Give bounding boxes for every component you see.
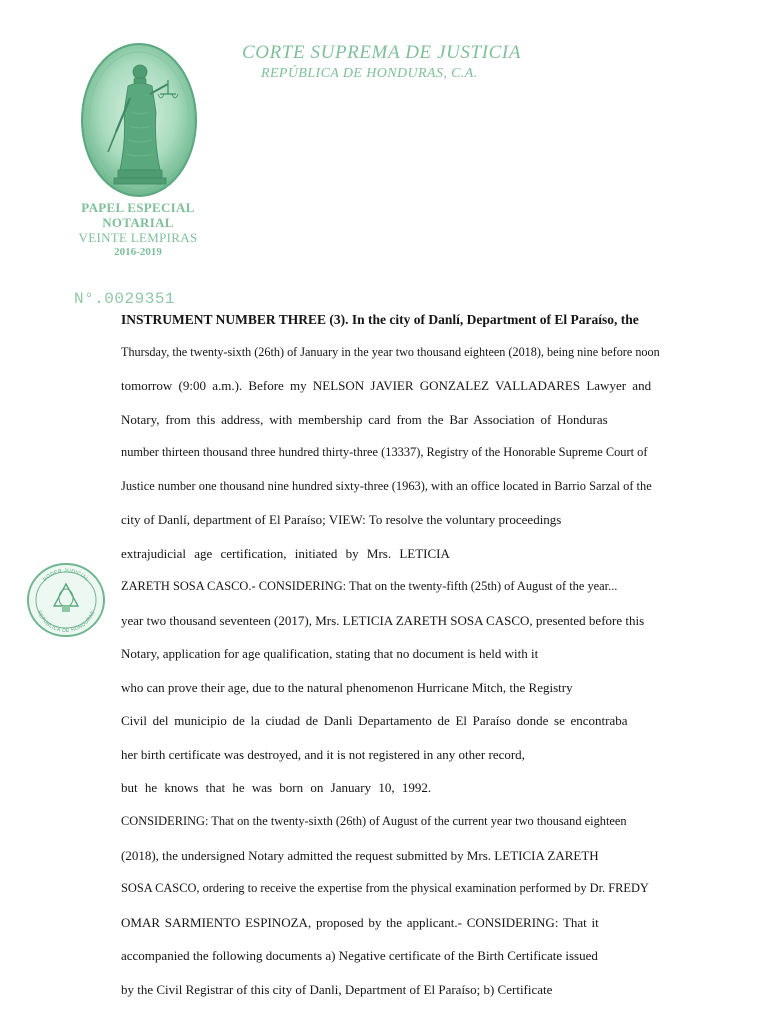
body-line-15: but he knows that he was born on January 10, 1992. — [121, 780, 432, 795]
body-line-7: city of Danlí, department of El Paraíso; VIEW: To resolve the voluntary proceedings — [121, 512, 562, 527]
body-line-12: who can prove their age, due to the natural phenomenon Hurricane Mitch, the Registry — [121, 680, 573, 695]
body-line-8: extrajudicial age certification, initiated by Mrs. LETICIA — [121, 546, 450, 561]
body-line-19: OMAR SARMIENTO ESPINOZA, proposed by the applicant.- CONSIDERING: That it — [121, 915, 599, 930]
body-line-21: by the Civil Registrar of this city of Danli, Department of El Paraíso; b) Certificate — [121, 982, 553, 997]
body-line-2: Thursday, the twenty-sixth (26th) of January in the year two thousand eighteen (2018), being nine before noon — [121, 345, 660, 359]
body-line-6: Justice number one thousand nine hundred sixty-three (1963), with an office located in Barrio Sarzal of the — [121, 479, 652, 493]
body-line-4: Notary, from this address, with membership card from the Bar Association of Honduras — [121, 412, 608, 427]
round-stamp-bottom-text: REPÚBLICA DE HONDURAS — [35, 609, 97, 635]
body-line-14: her birth certificate was destroyed, and it is not registered in any other record, — [121, 747, 525, 762]
stamp-line-2: NOTARIAL — [102, 215, 174, 230]
body-line-11: Notary, application for age qualification, stating that no document is held with it — [121, 646, 539, 661]
body-line-13: Civil del municipio de la ciudad de Danli Departamento de El Paraíso donde se encontraba — [121, 713, 628, 728]
body-line-10: year two thousand seventeen (2017), Mrs. LETICIA ZARETH SOSA CASCO, presented before this — [121, 613, 645, 628]
body-line-9: ZARETH SOSA CASCO.- CONSIDERING: That on the twenty-fifth (25th) of August of the year... — [121, 579, 618, 593]
paper-stamp-text — [62, 200, 214, 260]
header-country-name: REPÚBLICA DE HONDURAS, C.A. — [261, 66, 478, 81]
stamp-line-3: VEINTE LEMPIRAS — [78, 230, 198, 245]
round-stamp-top-text: PODER JUDICIAL — [42, 567, 90, 583]
stamp-line-1: PAPEL ESPECIAL — [81, 200, 195, 215]
header-court-name: CORTE SUPREMA DE JUSTICIA — [242, 42, 522, 63]
stamp-line-4: 2016-2019 — [114, 246, 162, 258]
body-line-20: accompanied the following documents a) Negative certificate of the Birth Certificate issued — [121, 948, 598, 963]
body-line-1: INSTRUMENT NUMBER THREE (3). In the city of Danlí, Department of El Paraíso, the — [121, 312, 639, 327]
lady-justice-seal-icon — [80, 42, 198, 198]
body-line-3: tomorrow (9:00 a.m.). Before my NELSON JAVIER GONZALEZ VALLADARES Lawyer and — [121, 378, 652, 393]
body-line-17: (2018), the undersigned Notary admitted the request submitted by Mrs. LETICIA ZARETH — [121, 848, 599, 863]
serial-number: N°.0029351 — [74, 290, 176, 308]
body-line-5: number thirteen thousand three hundred thirty-three (13337), Registry of the Honorable Supreme Court of — [121, 445, 648, 459]
body-line-18: SOSA CASCO, ordering to receive the expertise from the physical examination performed by Dr. FREDY — [121, 881, 649, 895]
body-line-16: CONSIDERING: That on the twenty-sixth (26th) of August of the current year two thousand eighteen — [121, 814, 627, 828]
judicial-round-stamp-icon — [26, 562, 106, 638]
